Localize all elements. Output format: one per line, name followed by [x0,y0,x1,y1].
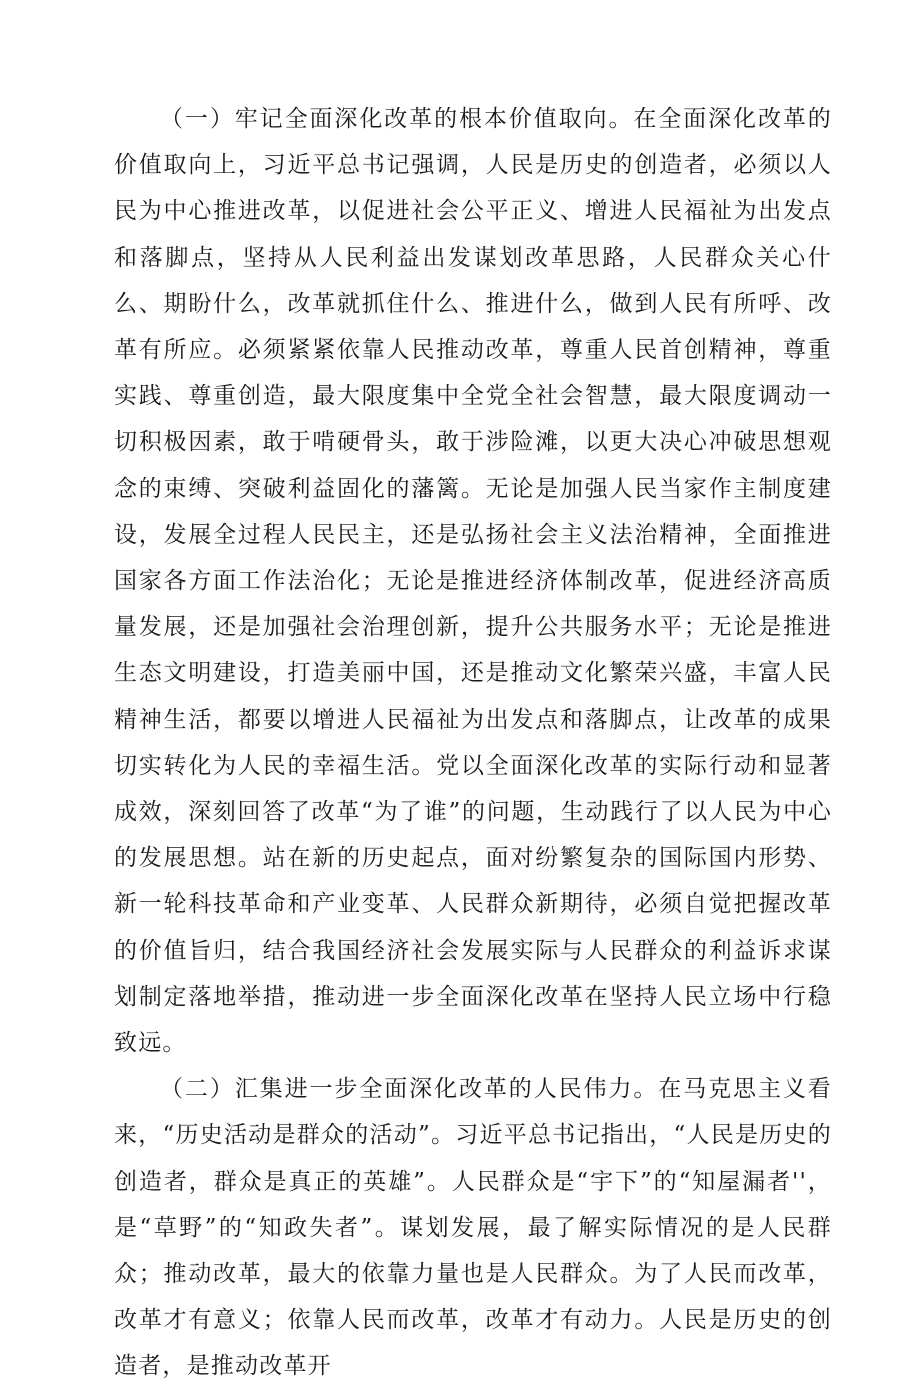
paragraph-one: （一）牢记全面深化改革的根本价值取向。在全面深化改革的价值取向上，习近平总书记强调，人民是历史的创造者，必须以人民为中心推进改革，以促进社会公平正义、增进人民福祉为出发点和落脚点，坚持从人民利益出发谋划改革思路，人民群众关心什么、期盼什么，改革就抓住什么、推进什么，做到人民有所呼、改革有所应。必须紧紧依靠人民推动改革，尊重人民首创精神，尊重实践、尊重创造，最大限度集中全党全社会智慧，最大限度调动一切积极因素，敢于啃硬骨头，敢于涉险滩，以更大决心冲破思想观念的束缚、突破利益固化的藩篱。无论是加强人民当家作主制度建设，发展全过程人民民主，还是弘扬社会主义法治精神，全面推进国家各方面工作法治化；无论是推进经济体制改革，促进经济高质量发展，还是加强社会治理创新，提升公共服务水平；无论是推进生态文明建设，打造美丽中国，还是推动文化繁荣兴盛，丰富人民精神生活，都要以增进人民福祉为出发点和落脚点，让改革的成果切实转化为人民的幸福生活。党以全面深化改革的实际行动和显著成效，深刻回答了改革“为了谁”的问题，生动践行了以人民为中心的发展思想。站在新的历史起点，面对纷繁复杂的国际国内形势、新一轮科技革命和产业变革、人民群众新期待，必须自觉把握改革的价值旨归，结合我国经济社会发展实际与人民群众的利益诉求谋划制定落地举措，推动进一步全面深化改革在坚持人民立场中行稳致远。 [114,106,832,1057]
paragraph-two: （二）汇集进一步全面深化改革的人民伟力。在马克思主义看来，“历史活动是群众的活动”。习近平总书记指出，“人民是历史的创造者，群众是真正的英雄”。人民群众是“宇下”的“知屋漏者''，是“草野”的“知政失者”。谋划发展，最了解实际情况的是人民群众；推动改革，最大的依靠力量也是人民群众。为了人民而改革，改革才有意义；依靠人民而改革，改革才有动力。人民是历史的创造者，是推动改革开 [114,1076,832,1380]
document-body [114,96,832,1390]
